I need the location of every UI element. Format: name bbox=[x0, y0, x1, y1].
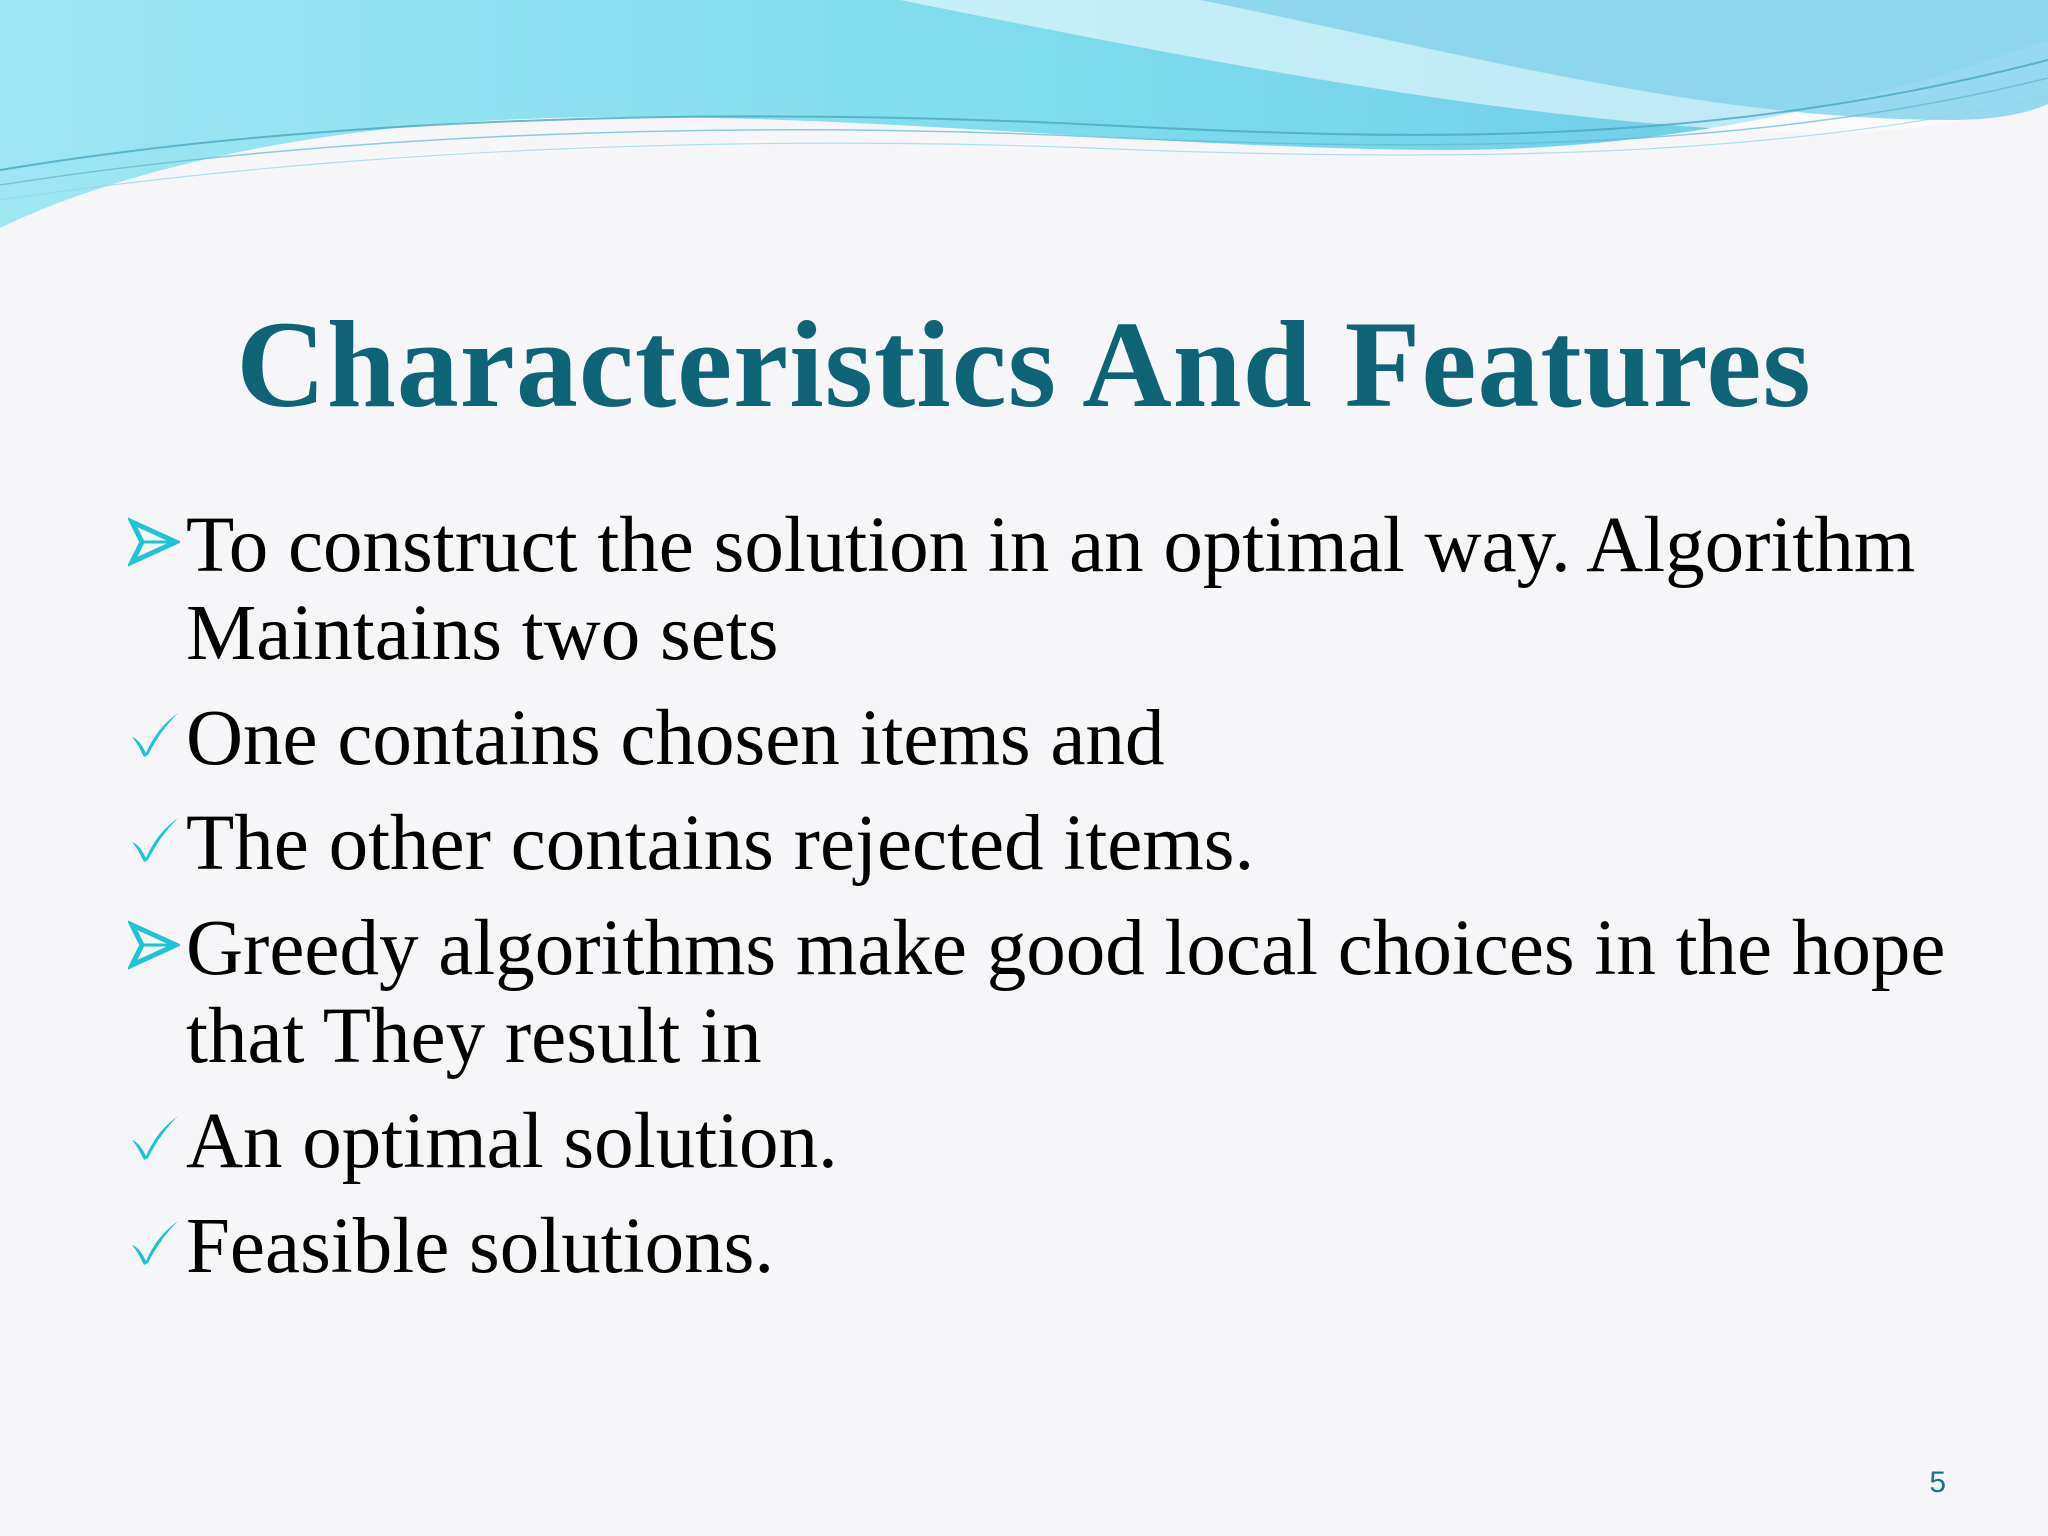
bullet-text: The other contains rejected items. bbox=[186, 800, 1255, 887]
bullet-item bbox=[128, 695, 1968, 783]
bullet-item bbox=[128, 800, 1968, 888]
checkmark-bullet-icon bbox=[128, 709, 180, 761]
checkmark-bullet-icon bbox=[128, 1112, 180, 1164]
checkmark-bullet-icon bbox=[128, 814, 180, 866]
bullet-text: To construct the solution in an optimal way. Algorithm Maintains two sets bbox=[186, 502, 1916, 677]
bullet-item bbox=[128, 1203, 1968, 1291]
bullet-item bbox=[128, 905, 1968, 1081]
bullet-text: Feasible solutions. bbox=[186, 1203, 775, 1290]
checkmark-bullet-icon bbox=[128, 1217, 180, 1269]
bullet-list bbox=[128, 502, 1968, 1308]
slide-title: Characteristics And Features bbox=[236, 296, 1812, 433]
header-wave-decoration bbox=[0, 0, 2048, 240]
bullet-item bbox=[128, 502, 1968, 678]
bullet-text: Greedy algorithms make good local choices in the hope that They result in bbox=[186, 905, 1946, 1080]
arrow-bullet-icon bbox=[128, 516, 180, 568]
bullet-text: One contains chosen items and bbox=[186, 695, 1165, 782]
bullet-text: An optimal solution. bbox=[186, 1098, 838, 1185]
arrow-bullet-icon bbox=[128, 919, 180, 971]
bullet-item bbox=[128, 1098, 1968, 1186]
page-number: 5 bbox=[1929, 1466, 1946, 1499]
